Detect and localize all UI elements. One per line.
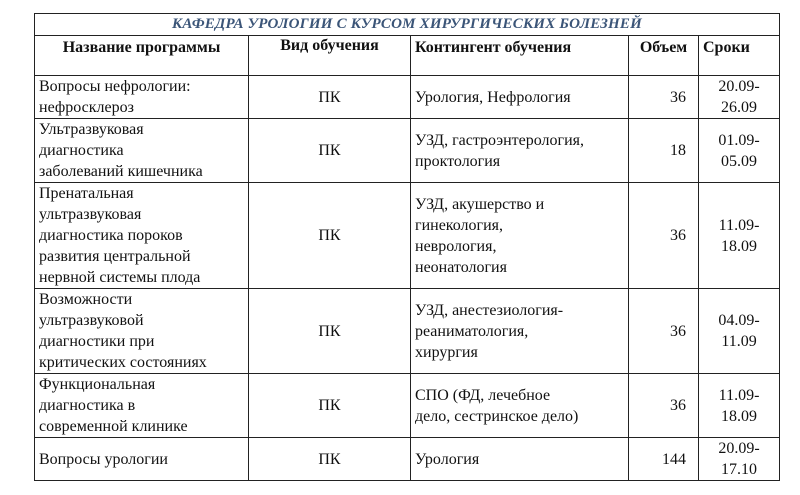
department-title: КАФЕДРА УРОЛОГИИ С КУРСОМ ХИРУРГИЧЕСКИХ БОЛЕЗНЕЙ [35,14,780,36]
program-contingent-cell [411,289,629,374]
table-header-row [35,36,780,76]
program-contingent: УЗД, анестезиология- реаниматология, хирургия [415,301,564,361]
program-kind: ПК [249,289,411,374]
program-dates: 04.09-11.09 [699,289,780,374]
column-header-kind: Вид обучения [249,36,411,76]
program-contingent: УЗД, акушерство и гинекология, неврология, неонатология [415,195,545,276]
column-header-volume: Объем [629,36,699,76]
column-header-contingent: Контингент обучения [411,36,629,76]
table-row [35,374,780,438]
program-contingent: УЗД, гастроэнтерология, проктология [415,131,584,170]
program-name: Функциональная диагностика в современной клинике [39,376,188,435]
program-name: Ультразвуковая диагностика заболеваний кишечника [39,121,203,180]
column-header-dates: Сроки [699,36,780,76]
program-volume: 36 [629,374,699,438]
program-dates: 20.09-17.10 [699,438,780,481]
program-kind: ПК [249,438,411,481]
program-name-cell [35,289,249,374]
program-name-cell [35,374,249,438]
program-contingent: Урология [415,450,480,468]
program-name: Вопросы нефрологии: нефросклероз [39,78,191,116]
program-volume: 144 [629,438,699,481]
program-name: Вопросы урологии [39,450,168,468]
program-contingent-cell [411,438,629,481]
program-dates: 01.09-05.09 [699,119,780,183]
program-contingent-cell [411,119,629,183]
program-dates: 11.09-18.09 [699,183,780,289]
table-row [35,183,780,289]
program-volume: 18 [629,119,699,183]
program-contingent-cell [411,374,629,438]
program-volume: 36 [629,183,699,289]
table-row [35,289,780,374]
table-row [35,119,780,183]
table-row [35,438,780,481]
program-contingent-cell [411,183,629,289]
program-name: Пренатальная ультразвуковая диагностика пороков развития центральной нервной системы плода [39,185,201,286]
programs-table [34,13,780,481]
program-name-cell [35,438,249,481]
program-dates: 11.09-18.09 [699,374,780,438]
program-volume: 36 [629,289,699,374]
program-kind: ПК [249,119,411,183]
program-volume: 36 [629,76,699,119]
program-name-cell [35,76,249,119]
program-name-cell [35,183,249,289]
department-title-row [35,14,780,36]
programs-table-container [34,13,779,481]
program-dates: 20.09-26.09 [699,76,780,119]
program-name: Возможности ультразвуковой диагностики при критических состояниях [39,291,207,371]
program-kind: ПК [249,76,411,119]
column-header-name: Название программы [35,36,249,76]
program-contingent: СПО (ФД, лечебное дело, сестринское дело) [415,386,579,425]
table-row [35,76,780,119]
program-contingent-cell [411,76,629,119]
program-kind: ПК [249,183,411,289]
program-name-cell [35,119,249,183]
program-contingent: Урология, Нефрология [415,88,571,106]
program-kind: ПК [249,374,411,438]
